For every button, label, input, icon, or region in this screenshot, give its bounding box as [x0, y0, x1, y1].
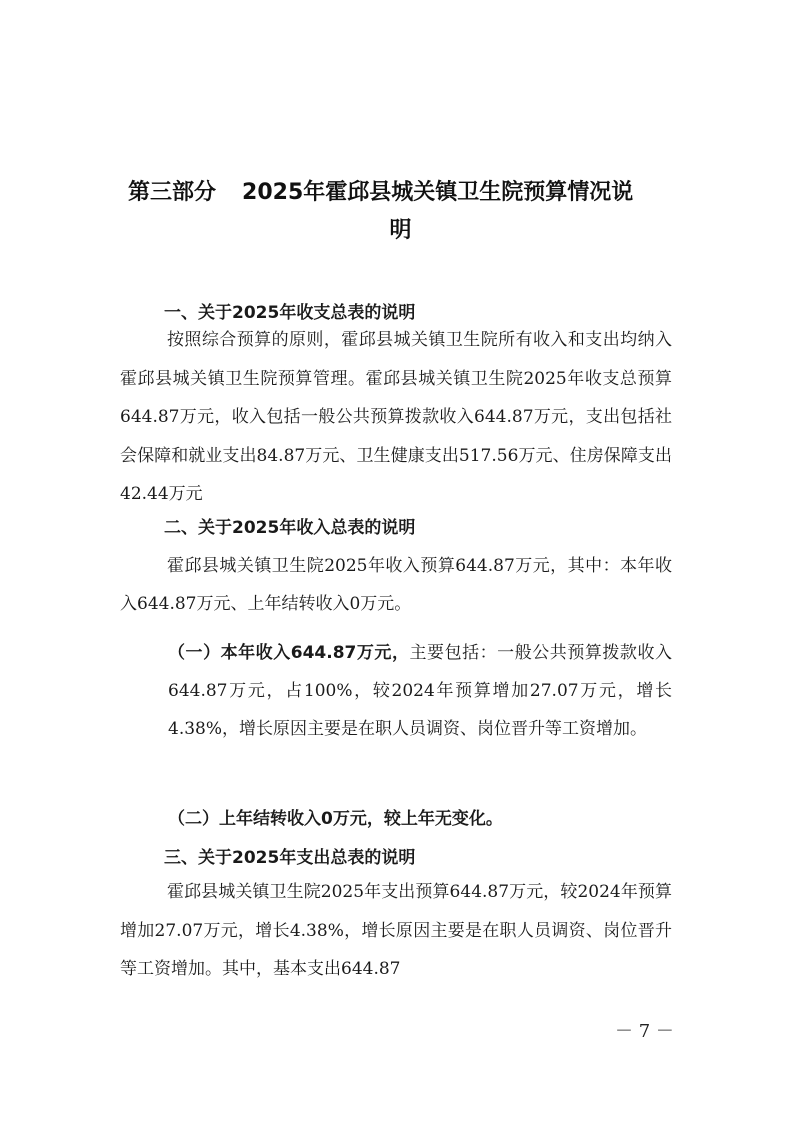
title-line-2: 明 [389, 218, 412, 243]
title-part-label: 第三部分 [128, 180, 217, 205]
section-1-heading: 一、关于2025年收支总表的说明 [164, 303, 416, 323]
title-main-text: 2025年霍邱县城关镇卫生院预算情况说 [242, 180, 634, 205]
document-title [128, 174, 673, 250]
section-2-item-2: （二）上年结转收入0万元，较上年无变化。 [168, 809, 503, 829]
section-2-paragraph: 霍邱县城关镇卫生院2025年收入预算644.87万元，其中：本年收入644.87万元、上年结转收入0万元。 [120, 556, 672, 614]
section-2-heading: 二、关于2025年收入总表的说明 [164, 518, 416, 538]
page-number: － 7 － [615, 1021, 674, 1042]
title-line-1 [128, 174, 673, 212]
section-1-paragraph: 按照综合预算的原则，霍邱县城关镇卫生院所有收入和支出均纳入霍邱县城关镇卫生院预算管理。霍邱县城关镇卫生院2025年收支总预算644.87万元，收入包括一般公共预算拨款收入644.87万元，支出包括社会保障和就业支出84.87万元、卫生健康支出517.56万元、住房保障支出42.44万元 [120, 330, 672, 504]
section-3-heading: 三、关于2025年支出总表的说明 [164, 848, 416, 868]
section-3-paragraph: 霍邱县城关镇卫生院2025年支出预算644.87万元，较2024年预算增加27.07万元，增长4.38%，增长原因主要是在职人员调资、岗位晋升等工资增加。其中，基本支出644.87 [120, 882, 672, 979]
item-1-text: 主要包括：一般公共预算拨款收入644.87万元，占100%，较2024年预算增加27.07万元，增长4.38%，增长原因主要是在职人员调资、岗位晋升等工资增加。 [168, 643, 672, 739]
section-2-item-1 [168, 634, 672, 748]
item-1-lead: （一）本年收入644.87万元， [168, 643, 410, 663]
